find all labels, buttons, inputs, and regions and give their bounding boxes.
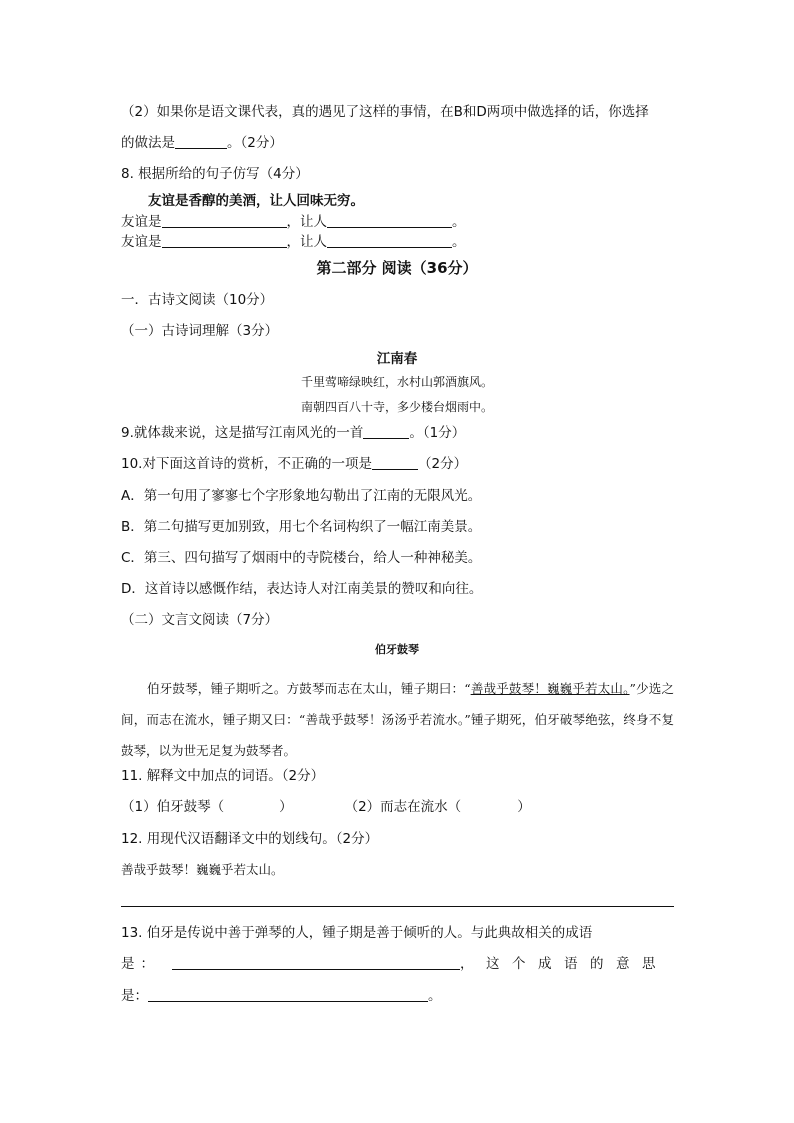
q11-item-1: （1）伯牙鼓琴（ — [121, 799, 225, 815]
answer-blank[interactable] — [162, 233, 287, 248]
option-c: C．第三、四句描写了烟雨中的寺院楼台，给人一种神秘美。 — [121, 550, 482, 566]
q12-heading: 12. 用现代汉语翻译文中的划线句。（2分） — [121, 831, 379, 847]
q8-heading: 8. 根据所给的句子仿写（4分） — [121, 166, 309, 182]
section-1-2-heading: （二）文言文阅读（7分） — [121, 612, 279, 628]
q13-meaning-label: ，这个成语的意思 — [460, 956, 668, 972]
prose-part-1: 伯牙鼓琴，锺子期听之。方鼓琴而志在太山，锺子期曰：“ — [147, 681, 471, 696]
answer-blank[interactable] — [172, 955, 460, 970]
paren-close: ） — [279, 799, 293, 815]
answer-blank[interactable] — [327, 213, 452, 228]
answer-blank[interactable] — [327, 233, 452, 248]
poem-line-2: 南朝四百八十寺，多少楼台烟雨中。 — [300, 400, 493, 414]
q11-items — [121, 797, 531, 817]
prose-underlined-sentence: 善哉乎鼓琴！巍巍乎若太山。 — [470, 681, 630, 696]
q8-prefix: 友谊是 — [121, 234, 162, 250]
q13-line-2 — [121, 954, 674, 974]
prose-title: 伯牙鼓琴 — [375, 643, 419, 656]
q8-mid: ，让人 — [286, 234, 327, 250]
part2-title: 第二部分 阅读（36分） — [316, 259, 478, 277]
q9 — [121, 423, 465, 443]
q8-mid: ，让人 — [286, 214, 327, 230]
q8-example: 友谊是香醇的美酒，让人回味无穷。 — [148, 193, 364, 209]
q10-score: （2分） — [417, 456, 468, 472]
q13-end: 。 — [428, 988, 442, 1004]
q11-heading: 11. 解释文中加点的词语。（2分） — [121, 768, 325, 784]
q8-blank-line-1 — [121, 212, 466, 232]
q9-text: 9.就体裁来说，这是描写江南风光的一首 — [121, 425, 364, 441]
q7-part2-label: 的做法是 — [121, 135, 175, 151]
q13-line-1: 13. 伯牙是传说中善于弹琴的人，锺子期是善于倾听的人。与此典故相关的成语 — [121, 925, 593, 941]
answer-line[interactable] — [121, 906, 674, 907]
q13-label-2: 是： — [121, 988, 148, 1004]
option-b: B．第二句描写更加别致，用七个名词构织了一幅江南美景。 — [121, 519, 482, 535]
q8-end: 。 — [452, 234, 466, 250]
prose-part-2: ”少选之间，而志在流水，锺子期又曰：“善哉乎鼓琴！汤汤乎若流水。”锺子期死，伯牙破琴绝弦，终身不复鼓琴，以为世无足复为鼓琴者。 — [121, 681, 674, 758]
q7-part2-score: 。（2分） — [227, 135, 283, 151]
q12-sentence: 善哉乎鼓琴！巍巍乎若太山。 — [121, 862, 284, 877]
q10-text: 10.对下面这首诗的赏析，不正确的一项是 — [121, 456, 372, 472]
answer-blank[interactable] — [148, 987, 428, 1002]
q8-prefix: 友谊是 — [121, 214, 162, 230]
answer-blank[interactable] — [175, 134, 227, 149]
q7-part2-line2 — [121, 133, 283, 153]
q9-score: 。（1分） — [409, 425, 466, 441]
q8-end: 。 — [452, 214, 466, 230]
option-d: D．这首诗以感慨作结，表达诗人对江南美景的赞叹和向往。 — [121, 581, 483, 597]
q10 — [121, 454, 467, 474]
section-1-heading: 一．古诗文阅读（10分） — [121, 292, 274, 308]
answer-blank[interactable] — [372, 455, 418, 470]
poem-line-1: 千里莺啼绿映红，水村山郭酒旗风。 — [300, 375, 493, 389]
answer-blank[interactable] — [363, 424, 409, 439]
option-a: A．第一句用了寥寥七个字形象地勾勒出了江南的无限风光。 — [121, 488, 482, 504]
q8-blank-line-2 — [121, 232, 466, 252]
q13-line-3 — [121, 986, 442, 1006]
answer-blank[interactable] — [162, 213, 287, 228]
section-1-1-heading: （一）古诗词理解（3分） — [121, 323, 279, 339]
q11-item-2: （2）而志在流水（ — [344, 799, 462, 815]
q7-part2-line1: （2）如果你是语文课代表，真的遇见了这样的事情，在B和D两项中做选择的话，你选择 — [121, 104, 649, 120]
q13-label: 是： — [121, 956, 160, 972]
paren-close: ） — [517, 799, 531, 815]
prose-body — [121, 673, 674, 766]
poem-title: 江南春 — [376, 351, 418, 367]
